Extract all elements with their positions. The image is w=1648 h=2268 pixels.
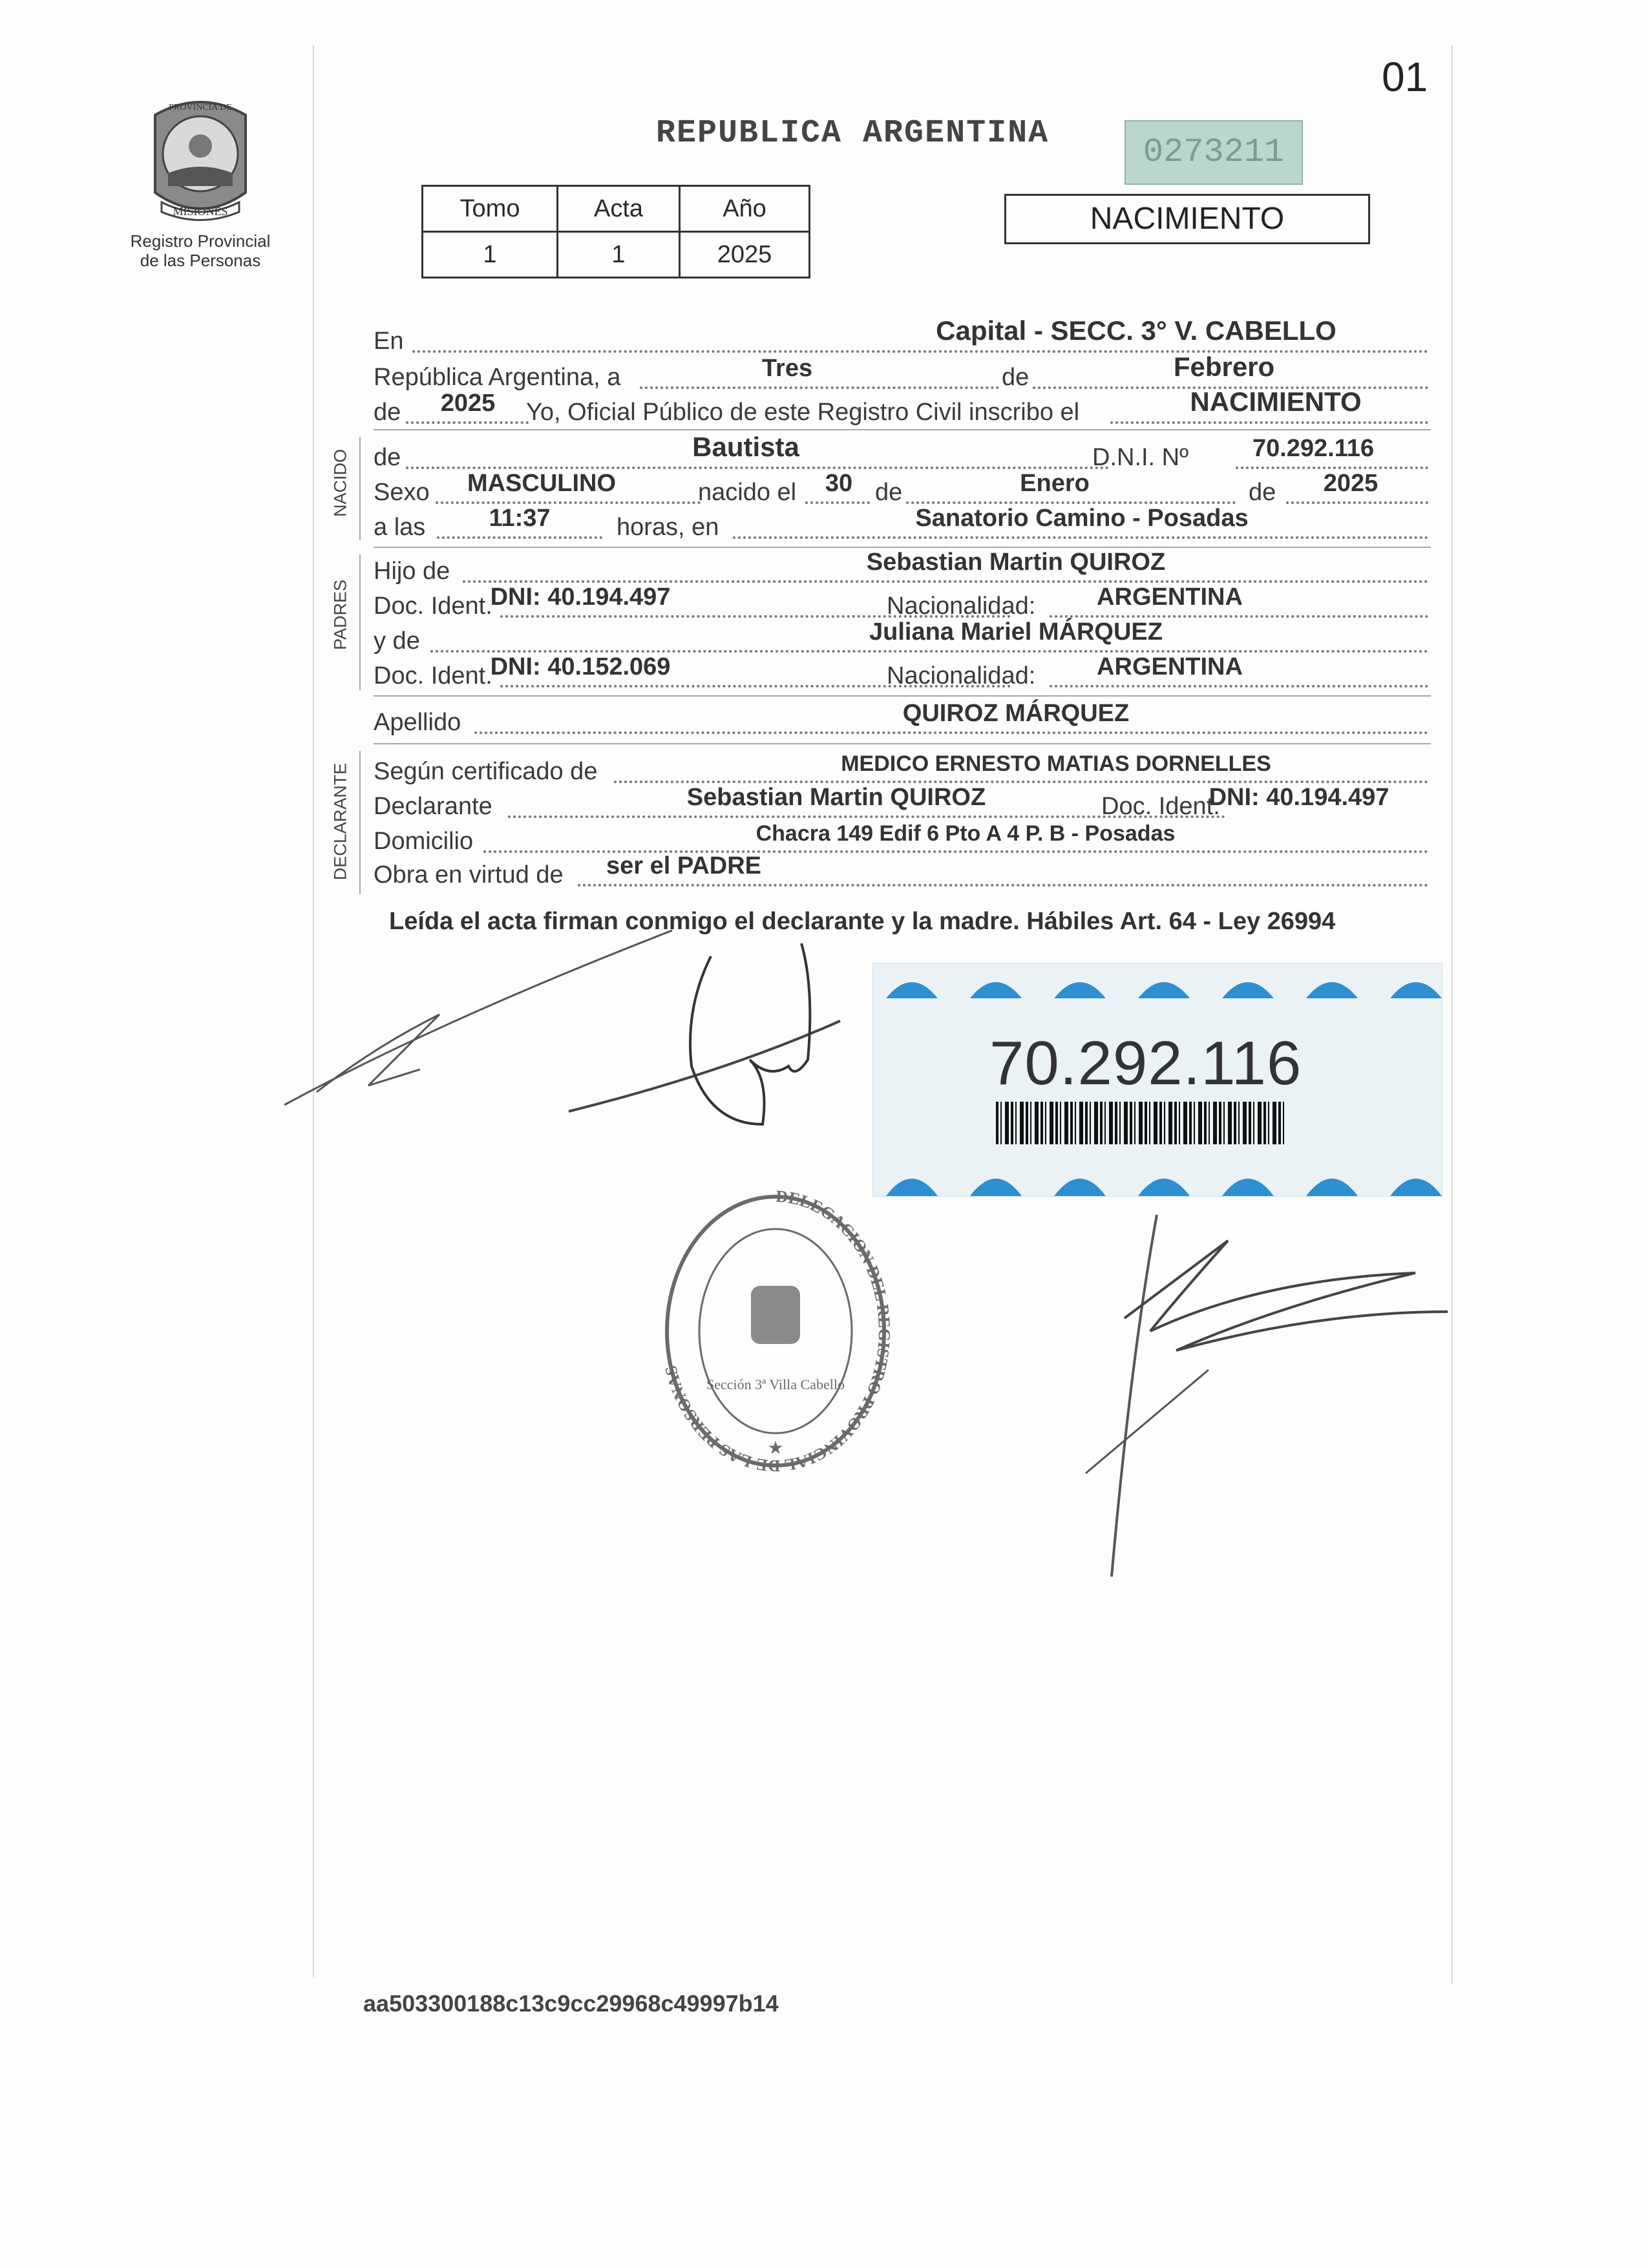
- row-obra: [374, 852, 1428, 892]
- declarant-value: Sebastian Martin QUIROZ: [686, 784, 986, 811]
- dotted-line: [614, 781, 1428, 783]
- row-madre-doc: [374, 653, 1428, 693]
- year-value: 2025: [440, 390, 496, 417]
- section-label-padres: PADRES: [330, 579, 350, 651]
- dotted-line: [906, 501, 1236, 504]
- y-de-label: y de: [374, 627, 420, 655]
- doc-ident-label: Doc. Ident.: [374, 593, 492, 620]
- segun-certificado-label: Según certificado de: [374, 758, 598, 785]
- dotted-line: [733, 536, 1428, 539]
- yo-oficial-label: Yo, Oficial Público de este Registro Civil inscribo el: [526, 399, 1080, 426]
- obra-label: Obra en virtud de: [374, 861, 564, 888]
- father-nationality-value: ARGENTINA: [1097, 583, 1243, 611]
- birth-year-value: 2025: [1323, 470, 1379, 497]
- acta-value: 1: [558, 232, 680, 278]
- declarant-doc-value: DNI: 40.194.497: [1209, 784, 1389, 811]
- dotted-line: [1050, 685, 1428, 688]
- a-las-label: a las: [374, 514, 426, 541]
- acta-header: Acta: [558, 186, 680, 232]
- dotted-line: [578, 884, 1428, 887]
- mother-doc-value: DNI: 40.152.069: [490, 653, 671, 680]
- month-value: Febrero: [1173, 352, 1275, 382]
- father-name-value: Sebastian Martin QUIROZ: [866, 549, 1166, 576]
- row-hora: [374, 505, 1428, 544]
- document-hash: aa503300188c13c9cc29968c49997b14: [363, 1990, 779, 2017]
- tomo-acta-table: [421, 185, 810, 278]
- nacido-el-label: nacido el: [698, 479, 797, 506]
- signature-declarante-icon: [271, 918, 918, 1189]
- section-label-nacido: NACIDO: [330, 449, 350, 518]
- signature-oficial-icon: [1047, 1202, 1461, 1590]
- hour-value: 11:37: [489, 505, 551, 532]
- place-value: Capital - SECC. 3° V. CABELLO: [936, 315, 1336, 346]
- row-sexo: [374, 470, 1428, 509]
- stamp-outer-text: DELEGACION DEL REGISTRO PROVINCIAL DE LAS PERSONAS: [661, 1186, 894, 1476]
- birth-day-value: 30: [825, 470, 853, 497]
- surname-value: QUIROZ MÁRQUEZ: [902, 700, 1130, 727]
- dni-sticker-number: 70.292.116: [989, 1029, 1302, 1098]
- section-divider: [374, 695, 1431, 697]
- section-divider: [374, 429, 1431, 430]
- row-apellido: [374, 700, 1428, 739]
- logo-caption-line1: Registro Provincial: [130, 231, 271, 251]
- seal-ribbon-text: MISIONES: [173, 205, 228, 218]
- dni-sticker: [872, 963, 1442, 1197]
- doc-ident-label: Doc. Ident.: [1101, 793, 1220, 820]
- republica-label: República Argentina, a: [374, 364, 621, 391]
- de-label: de: [1002, 364, 1030, 391]
- hijo-de-label: Hijo de: [374, 558, 450, 585]
- anio-header: Año: [680, 186, 810, 232]
- logo-caption: [123, 231, 278, 270]
- dotted-line: [1236, 467, 1428, 469]
- dotted-line: [805, 501, 870, 504]
- dotted-line: [1110, 421, 1428, 424]
- serial-stamp: 0273211: [1125, 120, 1303, 185]
- anio-value: 2025: [680, 232, 810, 278]
- acta-type-box: NACIMIENTO: [1004, 194, 1370, 244]
- dotted-line: [406, 467, 1109, 469]
- apellido-label: Apellido: [374, 709, 461, 736]
- section-line: [359, 437, 361, 540]
- mother-name-value: Juliana Mariel MÁRQUEZ: [869, 618, 1163, 646]
- dotted-line: [437, 536, 602, 539]
- row-padre: [374, 549, 1428, 588]
- official-round-stamp: [653, 1182, 898, 1480]
- section-line: [359, 554, 361, 690]
- de-label: de: [374, 444, 401, 471]
- tomo-header: Tomo: [423, 186, 558, 232]
- sexo-value: MASCULINO: [467, 470, 617, 497]
- nacionalidad-label: Nacionalidad:: [887, 593, 1036, 620]
- row-inscribo: [374, 386, 1428, 429]
- dotted-line: [1050, 615, 1428, 618]
- row-padre-doc: [374, 583, 1428, 623]
- dni-label: D.N.I. Nº: [1092, 444, 1188, 471]
- de-label: de: [875, 479, 903, 506]
- stamp-inner-text: Sección 3ª Villa Cabello: [706, 1376, 845, 1392]
- certificate-value: MEDICO ERNESTO MATIAS DORNELLES: [841, 751, 1271, 776]
- section-line: [359, 751, 361, 894]
- registro-logo: [123, 96, 278, 270]
- star-icon: ★: [767, 1438, 784, 1458]
- logo-caption-line2: de las Personas: [140, 251, 261, 270]
- province-seal-icon: [142, 96, 259, 225]
- section-divider: [374, 743, 1431, 744]
- dni-bottom-band: [873, 1157, 1442, 1196]
- document-title: REPUBLICA ARGENTINA: [656, 115, 1050, 152]
- mother-nationality-value: ARGENTINA: [1097, 653, 1243, 680]
- seal-ring-text: PROVINCIA DE: [169, 103, 232, 112]
- dotted-line: [436, 501, 701, 504]
- day-value: Tres: [761, 355, 813, 382]
- name-value: Bautista: [692, 432, 799, 462]
- row-certificado: [374, 753, 1428, 788]
- dotted-line: [412, 350, 1428, 353]
- dotted-line: [640, 386, 999, 389]
- dotted-line: [474, 731, 1428, 734]
- birth-month-value: Enero: [1020, 470, 1090, 497]
- father-doc-value: DNI: 40.194.497: [490, 583, 671, 611]
- dotted-line: [430, 650, 1428, 653]
- obra-value: ser el PADRE: [606, 852, 762, 879]
- de-label: de: [1249, 479, 1276, 506]
- closing-note: Leída el acta firman conmigo el declarante y la madre. Hábiles Art. 64 - Ley 26994: [389, 908, 1336, 935]
- dotted-line: [463, 580, 1428, 583]
- de-label: de: [374, 399, 401, 426]
- horas-en-label: horas, en: [617, 514, 719, 541]
- row-domicilio: [374, 823, 1428, 858]
- doc-ident-label: Doc. Ident.: [374, 662, 492, 689]
- section-label-declarante: DECLARANTE: [330, 762, 350, 881]
- nacionalidad-label: Nacionalidad:: [887, 662, 1036, 689]
- en-label: En: [374, 328, 404, 355]
- section-divider: [374, 547, 1431, 548]
- right-margin-line: [1452, 45, 1453, 1984]
- address-value: Chacra 149 Edif 6 Pto A 4 P. B - Posadas: [755, 821, 1176, 846]
- tomo-value: 1: [423, 232, 558, 278]
- dni-top-band: [873, 963, 1442, 1002]
- row-madre: [374, 618, 1428, 658]
- page-number: 01: [1382, 54, 1428, 100]
- dni-value: 70.292.116: [1252, 435, 1375, 462]
- sexo-label: Sexo: [374, 479, 430, 506]
- domicilio-label: Domicilio: [374, 828, 474, 855]
- row-declarante: [374, 784, 1428, 823]
- birth-place-value: Sanatorio Camino - Posadas: [915, 505, 1249, 532]
- row-nombre: [374, 432, 1428, 474]
- dotted-line: [406, 421, 529, 424]
- inscribo-value: NACIMIENTO: [1190, 386, 1362, 417]
- declarante-label: Declarante: [374, 793, 492, 820]
- dotted-line: [1286, 501, 1428, 504]
- barcode-icon: [996, 1102, 1287, 1144]
